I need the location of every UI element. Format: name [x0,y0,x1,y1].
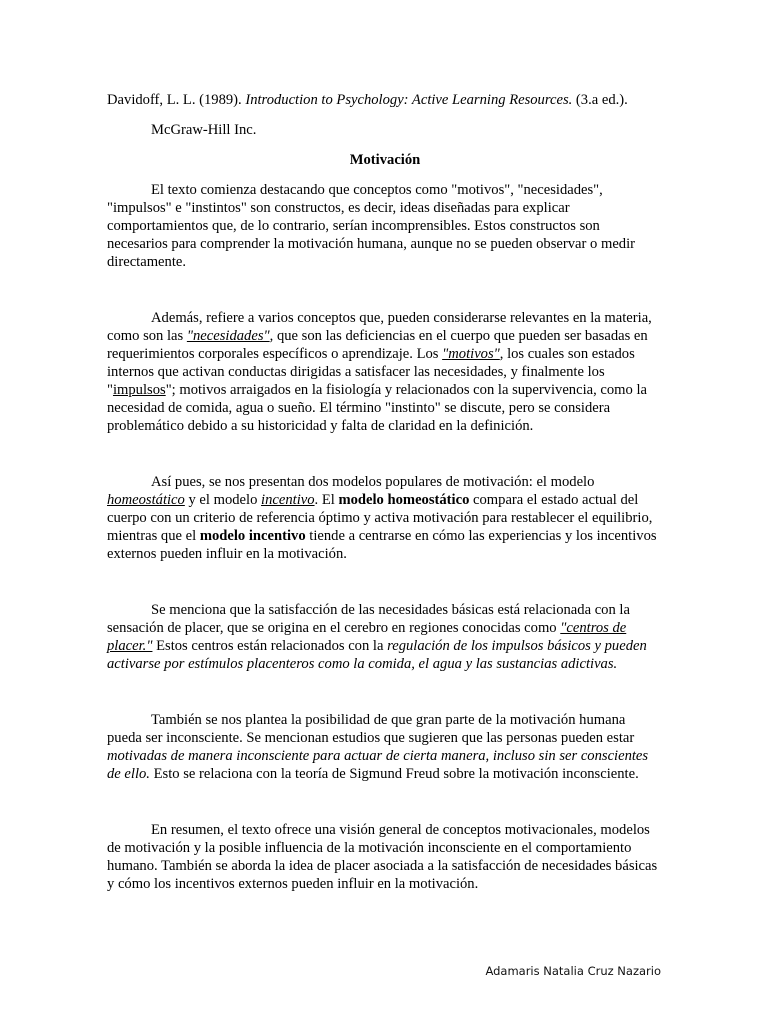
term-impulsos: impulsos [112,382,166,398]
citation-publisher: McGraw-Hill Inc. [151,122,257,138]
bold-modelo-incentivo: modelo incentivo [199,528,306,544]
paragraph-concepts [107,309,663,435]
text-run: "; motivos arraigados en la fisiología y relacionados con la supervivencia, como la necesidad de comida, agua o sueño. El término "instinto" se discute, pero se considera problemático debido a su historicidad y falta de claridad en la definición. [107,382,648,434]
term-incentivo: incentivo [261,492,315,508]
paragraph-intro: El texto comienza destacando que conceptos como "motivos", "necesidades", "impulsos" e "instintos" son constructos, es decir, ideas diseñadas para explicar comportamientos que, de lo contrario, serían incomprensibles. Estos constructos son necesarios para comprender la motivación humana, aunque no se pueden observar o medir directamente. [107,182,636,270]
citation-edition: (3.a ed.). [572,92,628,108]
text-run: , que son las deficiencias en el cuerpo que pueden ser basadas en requerimientos corporales específicos o aprendizaje. Los [107,328,648,362]
bold-modelo-homeostatico: modelo homeostático [338,492,470,508]
paragraph-gap [107,271,663,309]
paragraph-pleasure [107,601,663,673]
italic-regulacion: regulación de los impulsos básicos y pueden activarse por estímulos placenteros como la comida, el agua y las sustancias adictivas. [107,638,647,672]
text-run: Estos centros están relacionados con la [152,638,388,654]
paragraph-unconscious [107,711,663,783]
footer-author: Adamaris Natalia Cruz Nazario [485,964,661,978]
paragraph-gap [107,563,663,601]
paragraph-gap [107,435,663,473]
paragraph-gap [107,673,663,711]
term-homeostatico: homeostático [107,492,185,508]
term-necesidades: "necesidades" [186,328,270,344]
citation [107,91,663,109]
citation-book-title: Introduction to Psychology: Active Learning Resources. [245,92,573,108]
text-run: Se menciona que la satisfacción de las necesidades básicas está relacionada con la sensación de placer, que se origina en el cerebro en regiones conocidas como [107,602,630,636]
text-run: Así pues, se nos presentan dos modelos populares de motivación: el modelo [151,474,595,490]
citation-authors: Davidoff, L. L. (1989). [107,92,246,108]
paragraph-summary: En resumen, el texto ofrece una visión general de conceptos motivacionales, modelos de motivación y la posible influencia de la motivación inconsciente en el comportamiento humano. También se aborda la idea de placer asociada a la satisfacción de necesidades básicas y cómo los incentivos externos pueden influir en la motivación. [107,822,658,892]
term-motivos: "motivos" [442,346,500,362]
text-run: . El [314,492,339,508]
page-title: Motivación [349,152,421,168]
text-run: Esto se relaciona con la teoría de Sigmund Freud sobre la motivación inconsciente. [149,766,639,782]
text-run: y el modelo [184,492,262,508]
text-run: compara el estado actual del cuerpo con un criterio de referencia óptimo y activa motivación para restablecer el equilibrio, mientras que el [107,492,653,544]
text-run: Además, refiere a varios conceptos que, pueden considerarse relevantes en la materia, como son las [107,310,652,344]
text-run: tiende a centrarse en cómo las experiencias y los incentivos externos pueden influir en la motivación. [107,528,657,562]
term-centros-de-placer: "centros de placer." [107,620,627,654]
paragraph-gap [107,783,663,821]
italic-motivadas: motivadas de manera inconsciente para actuar de cierta manera, incluso sin ser conscientes de ello. [107,748,649,782]
text-run: También se nos plantea la posibilidad de que gran parte de la motivación humana pueda ser inconsciente. Se mencionan estudios que sugieren que las personas pueden estar [107,712,635,746]
document-page [107,91,663,893]
paragraph-models [107,473,663,563]
text-run: , los cuales son estados internos que activan conductas dirigidas a satisfacer las necesidades, y finalmente los " [107,346,635,398]
